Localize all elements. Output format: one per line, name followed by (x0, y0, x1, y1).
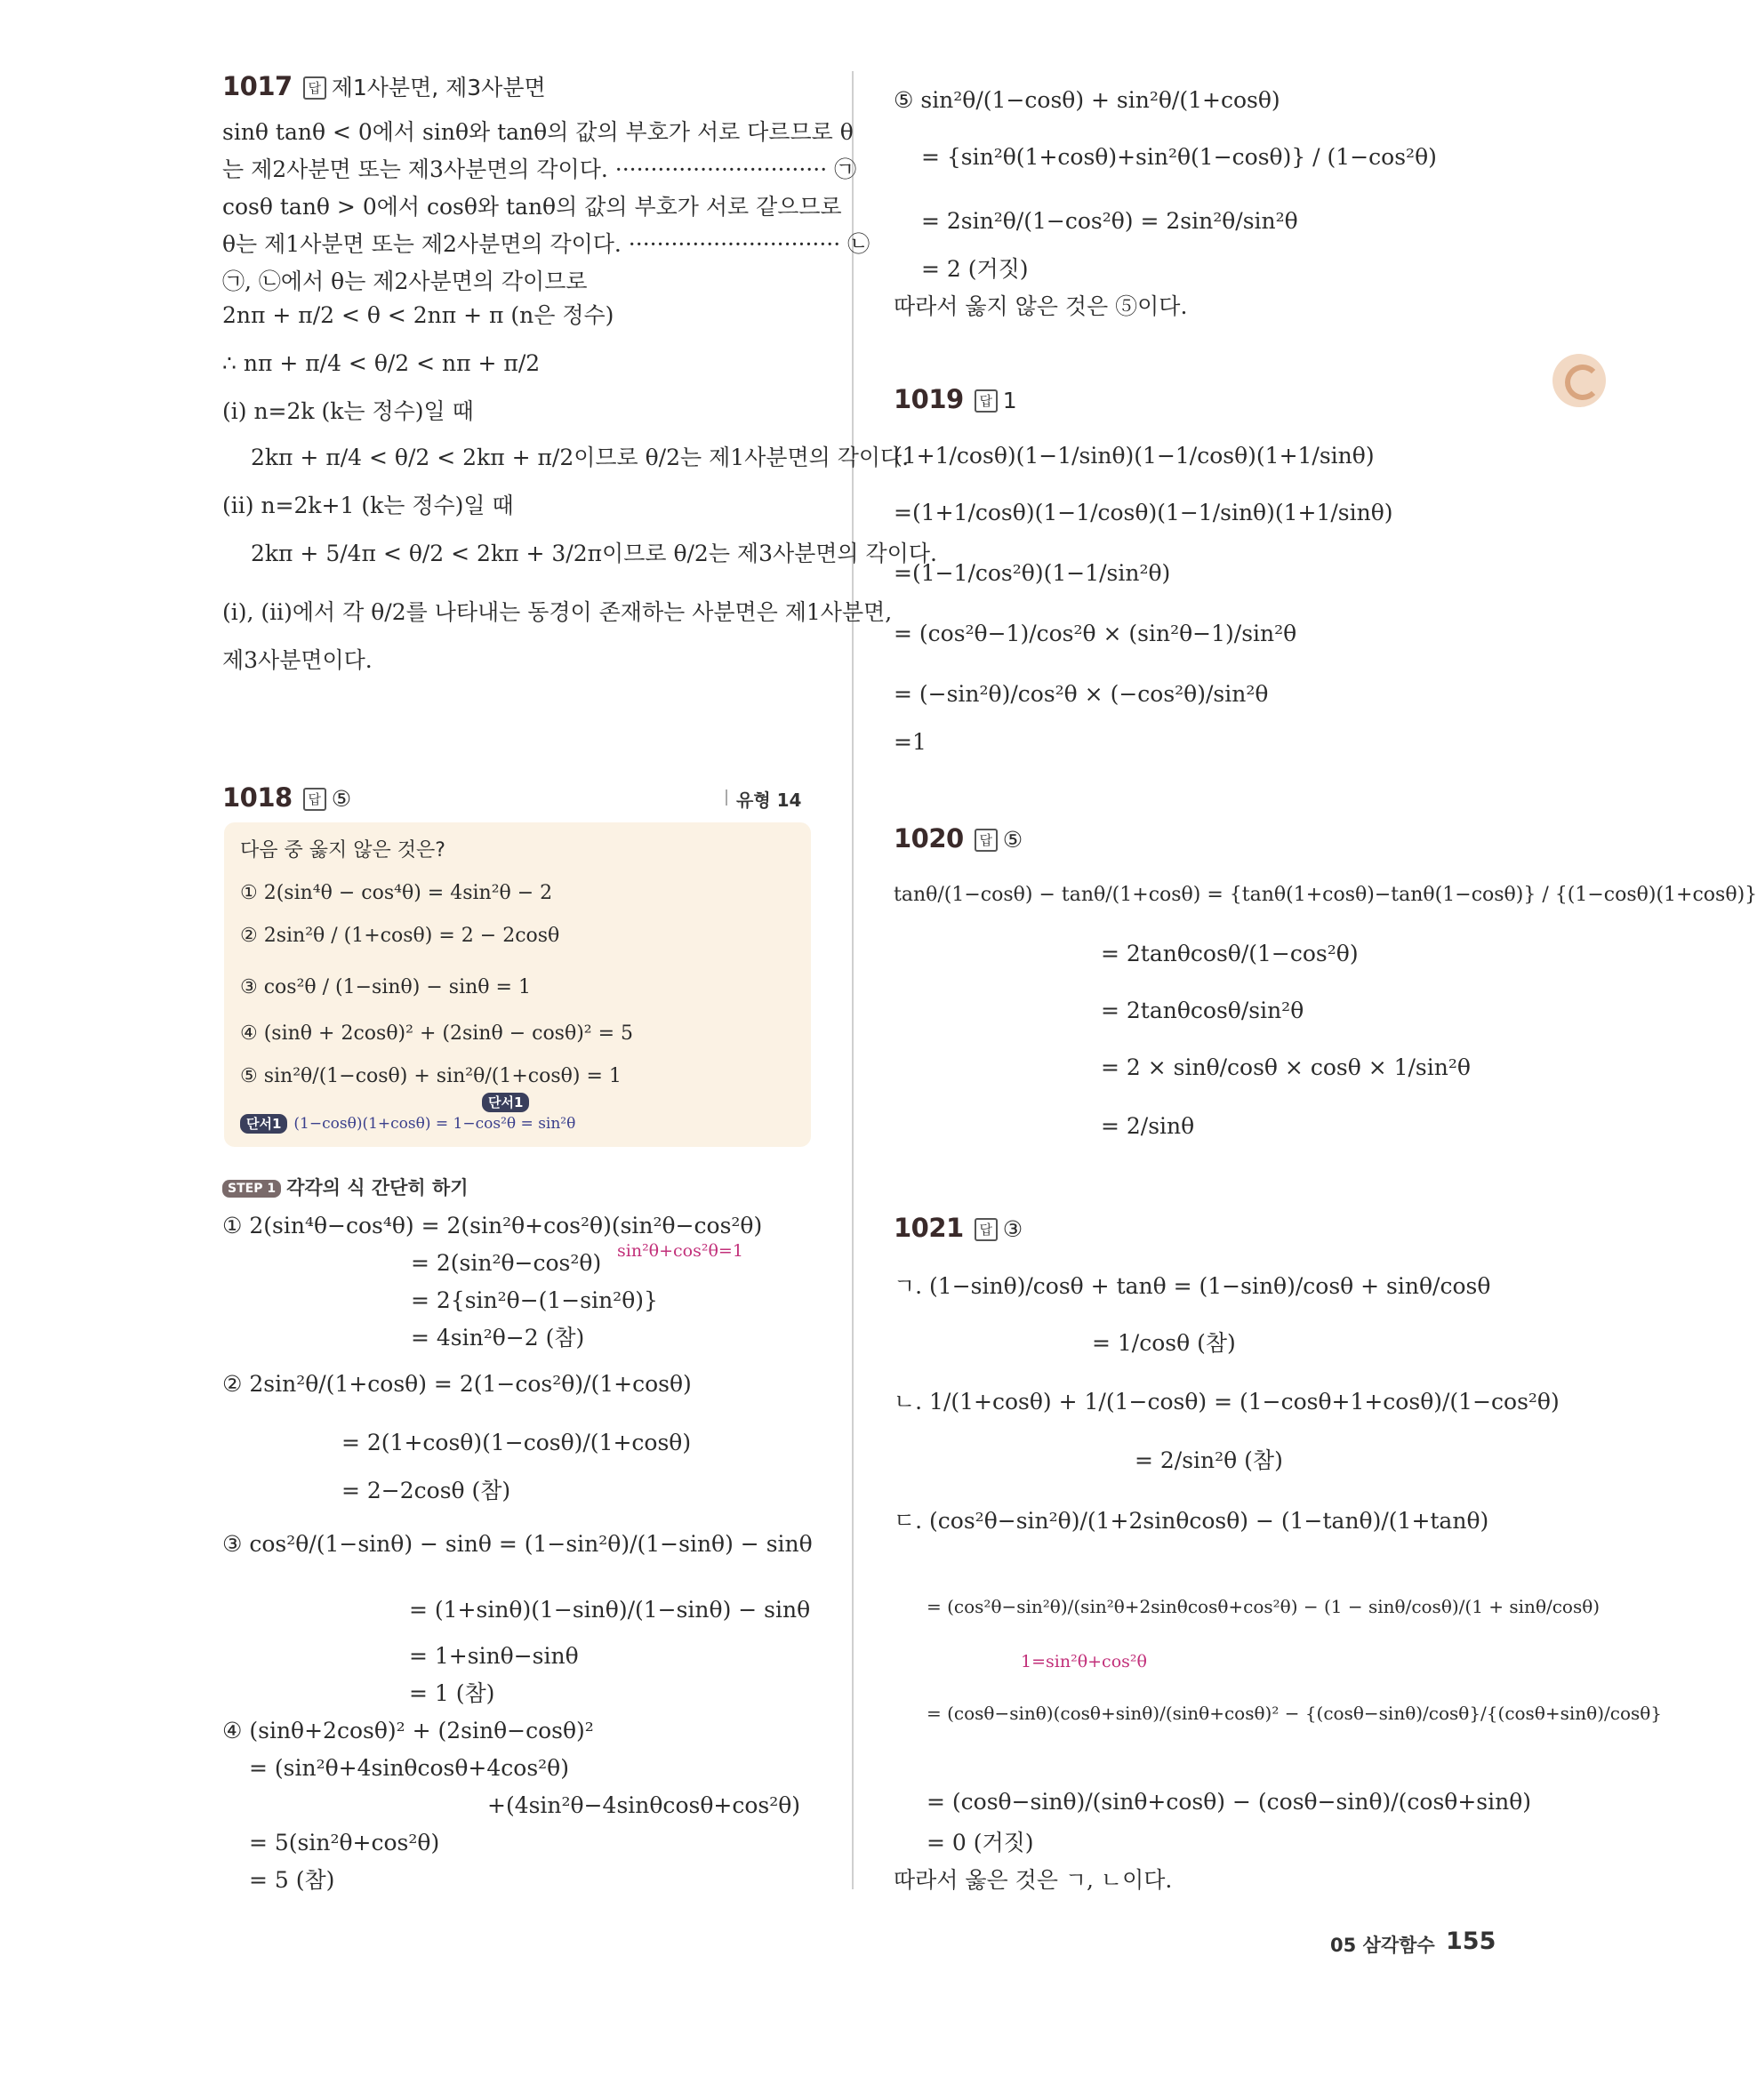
hint-line (240, 1110, 575, 1137)
problem-number: 1018 (222, 782, 293, 813)
solution-line: ③ cos²θ/(1−sinθ) − sinθ = (1−sin²θ)/(1−sinθ) − sinθ (222, 1531, 813, 1557)
type-tag: 유형 14 (736, 786, 801, 812)
solution-line: = 2tanθcosθ/(1−cos²θ) (1101, 941, 1359, 966)
answer-icon: 답 (303, 76, 326, 100)
solution-line: = 5(sin²θ+cos²θ) (249, 1830, 440, 1856)
answer-icon: 답 (975, 1218, 998, 1241)
answer-text: ⑤ (331, 786, 352, 812)
problem-option: ② 2sin²θ / (1+cosθ) = 2 − 2cosθ (240, 925, 560, 947)
problem-number: 1017 (222, 71, 293, 101)
solution-line: = 0 (거짓) (927, 1830, 1034, 1856)
chapter-tab-icon (1552, 354, 1606, 407)
hint-text: (1−cosθ)(1+cosθ) = 1−cos²θ = sin²θ (293, 1115, 576, 1133)
solution-line: = (1+sinθ)(1−sinθ)/(1−sinθ) − sinθ (409, 1597, 811, 1623)
solution-line: ② 2sin²θ/(1+cosθ) = 2(1−cos²θ)/(1+cosθ) (222, 1371, 692, 1397)
solution-line: ㄴ. 1/(1+cosθ) + 1/(1−cosθ) = (1−cosθ+1+cosθ)/(1−cos²θ) (894, 1389, 1560, 1415)
problem-title: 다음 중 옳지 않은 것은? (240, 839, 445, 862)
solution-line: 따라서 옳지 않은 것은 ⑤이다. (894, 293, 1188, 319)
solution-line: 따라서 옳은 것은 ㄱ, ㄴ이다. (894, 1867, 1173, 1893)
solution-line: = 2sin²θ/(1−cos²θ) = 2sin²θ/sin²θ (921, 208, 1298, 234)
problem-1018-header (222, 782, 351, 814)
problem-option: ③ cos²θ / (1−sinθ) − sinθ = 1 (240, 976, 531, 998)
problem-1021-header (894, 1213, 1023, 1245)
problem-number: 1020 (894, 823, 964, 854)
hint-badge: 단서1 (482, 1093, 529, 1112)
solution-line: =(1−1/cos²θ)(1−1/sin²θ) (894, 560, 1171, 586)
solution-line: 는 제2사분면 또는 제3사분면의 각이다. ······························ ㉠ (222, 156, 857, 182)
solution-line: = 2/sin²θ (참) (1135, 1447, 1283, 1473)
solution-line: (i) n=2k (k는 정수)일 때 (222, 398, 474, 424)
solution-line: +(4sin²θ−4sinθcosθ+cos²θ) (487, 1792, 801, 1818)
solution-line: = 2−2cosθ (참) (341, 1478, 511, 1503)
column-divider (852, 71, 854, 1889)
solution-note: sin²θ+cos²θ=1 (617, 1241, 743, 1261)
solution-line: ⑤ sin²θ/(1−cosθ) + sin²θ/(1+cosθ) (894, 87, 1280, 113)
problem-number: 1021 (894, 1213, 964, 1243)
solution-line: = (cosθ−sinθ)(cosθ+sinθ)/(sinθ+cosθ)² − {(cosθ−sinθ)/cosθ}/{(cosθ+sinθ)/cosθ} (927, 1703, 1663, 1724)
solution-line: 2nπ + π/2 < θ < 2nπ + π (n은 정수) (222, 302, 614, 328)
solution-line: (i), (ii)에서 각 θ/2를 나타내는 동경이 존재하는 사분면은 제1사분면, (222, 599, 893, 625)
solution-line: ㄷ. (cos²θ−sin²θ)/(1+2sinθcosθ) − (1−tanθ)/(1+tanθ) (894, 1508, 1489, 1534)
solution-line: = 4sin²θ−2 (참) (411, 1325, 585, 1351)
step-heading (222, 1174, 469, 1200)
problem-number: 1019 (894, 384, 964, 414)
solution-line: = 2(sin²θ−cos²θ) (411, 1250, 602, 1276)
answer-icon: 답 (303, 788, 326, 811)
solution-line: tanθ/(1−cosθ) − tanθ/(1+cosθ) = {tanθ(1+cosθ)−tanθ(1−cosθ)} / {(1−cosθ)(1+cosθ)} (894, 884, 1757, 906)
solution-line: = 2(1+cosθ)(1−cosθ)/(1+cosθ) (341, 1430, 692, 1455)
solution-line: = {sin²θ(1+cosθ)+sin²θ(1−cosθ)} / (1−cos²θ) (921, 144, 1437, 170)
solution-line: = 2 (거짓) (921, 256, 1029, 282)
solution-line: = (sin²θ+4sinθcosθ+4cos²θ) (249, 1755, 569, 1781)
solution-line: ㉠, ㉡에서 θ는 제2사분면의 각이므로 (222, 269, 588, 294)
solution-line: = 1+sinθ−sinθ (409, 1643, 579, 1669)
solution-line: 2kπ + π/4 < θ/2 < 2kπ + π/2이므로 θ/2는 제1사분면의 각이다. (251, 445, 910, 470)
solution-line: ④ (sinθ+2cosθ)² + (2sinθ−cosθ)² (222, 1718, 594, 1743)
solution-line: = 2 × sinθ/cosθ × cosθ × 1/sin²θ (1101, 1054, 1471, 1080)
problem-1019-header (894, 384, 1017, 416)
step-badge: STEP 1 (222, 1180, 281, 1198)
solution-note: 1=sin²θ+cos²θ (1021, 1652, 1147, 1671)
solution-line: = (cos²θ−1)/cos²θ × (sin²θ−1)/sin²θ (894, 621, 1297, 646)
solution-line: (1+1/cosθ)(1−1/sinθ)(1−1/cosθ)(1+1/sinθ) (894, 443, 1375, 469)
problem-option: ⑤ sin²θ/(1−cosθ) + sin²θ/(1+cosθ) = 1 (240, 1065, 622, 1087)
problem-1020-header (894, 823, 1023, 855)
hint-badge: 단서1 (240, 1114, 287, 1134)
solution-line: 2kπ + 5/4π < θ/2 < 2kπ + 3/2π이므로 θ/2는 제3사분면의 각이다. (251, 541, 937, 566)
answer-text: 1 (1002, 388, 1017, 413)
answer-text: 제1사분면, 제3사분면 (331, 75, 546, 100)
solution-line: = 2/sinθ (1101, 1113, 1195, 1139)
solution-line: =(1+1/cosθ)(1−1/cosθ)(1−1/sinθ)(1+1/sinθ) (894, 500, 1393, 525)
solution-line: = (cos²θ−sin²θ)/(sin²θ+2sinθcosθ+cos²θ) − (1 − sinθ/cosθ)/(1 + sinθ/cosθ) (927, 1596, 1601, 1617)
answer-text: ⑤ (1002, 827, 1023, 853)
solution-line: ① 2(sin⁴θ−cos⁴θ) = 2(sin²θ+cos²θ)(sin²θ−cos²θ) (222, 1213, 763, 1238)
step-title: 각각의 식 간단히 하기 (286, 1177, 469, 1198)
solution-line: 제3사분면이다. (222, 647, 373, 673)
answer-text: ③ (1002, 1216, 1023, 1242)
solution-line: = 1/cosθ (참) (1092, 1330, 1236, 1356)
solution-line: =1 (894, 729, 927, 755)
solution-line: = 5 (참) (249, 1867, 335, 1893)
solution-line: = 2{sin²θ−(1−sin²θ)} (411, 1287, 658, 1313)
chapter-label: 05 삼각함수 (1330, 1935, 1435, 1956)
solution-line: = (cosθ−sinθ)/(sinθ+cosθ) − (cosθ−sinθ)/(cosθ+sinθ) (927, 1789, 1532, 1815)
answer-icon: 답 (975, 389, 998, 413)
solution-line: θ는 제1사분면 또는 제2사분면의 각이다. ······························ ㉡ (222, 231, 870, 257)
page-number: 155 (1446, 1928, 1496, 1955)
solution-line: = (−sin²θ)/cos²θ × (−cos²θ)/sin²θ (894, 681, 1269, 707)
solution-line: (ii) n=2k+1 (k는 정수)일 때 (222, 493, 514, 518)
solution-line: = 2tanθcosθ/sin²θ (1101, 998, 1304, 1023)
solution-line: = 1 (참) (409, 1680, 495, 1706)
solution-line: ㄱ. (1−sinθ)/cosθ + tanθ = (1−sinθ)/cosθ + sinθ/cosθ (894, 1273, 1491, 1299)
problem-option: ④ (sinθ + 2cosθ)² + (2sinθ − cosθ)² = 5 (240, 1022, 634, 1045)
solution-line: cosθ tanθ > 0에서 cosθ와 tanθ의 값의 부호가 서로 같으므로 (222, 194, 842, 220)
problem-1017-header (222, 71, 546, 103)
answer-icon: 답 (975, 829, 998, 852)
solution-line: ∴ nπ + π/4 < θ/2 < nπ + π/2 (222, 350, 541, 376)
solution-line: sinθ tanθ < 0에서 sinθ와 tanθ의 값의 부호가 서로 다르므로 θ (222, 119, 854, 145)
problem-option: ① 2(sin⁴θ − cos⁴θ) = 4sin²θ − 2 (240, 882, 553, 904)
